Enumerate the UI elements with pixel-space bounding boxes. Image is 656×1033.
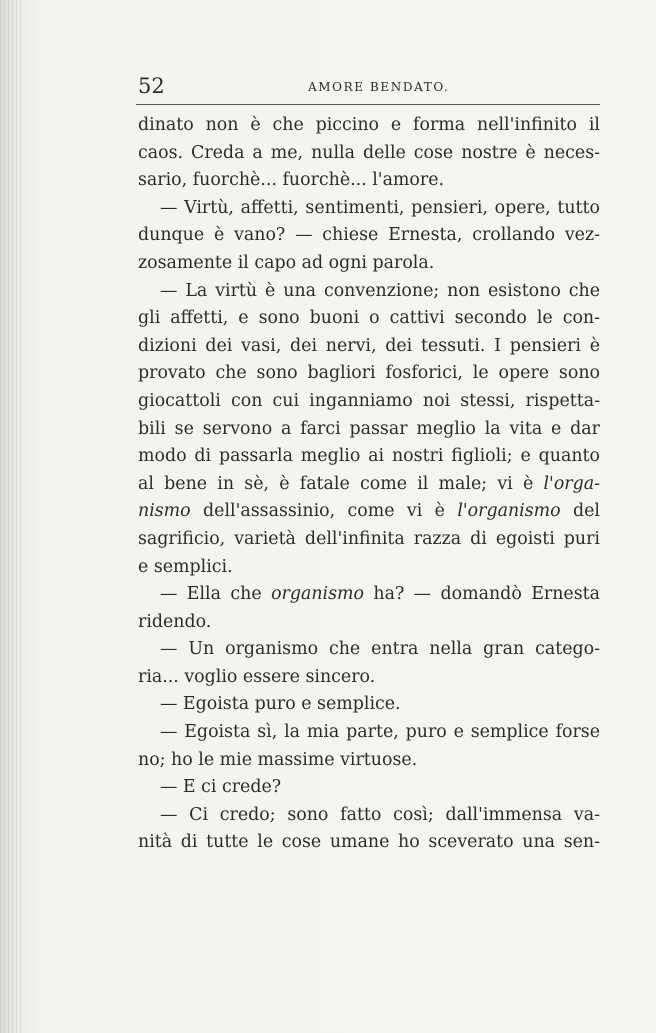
text-segment: gli affetti, e sono buoni o cattivi secondo le con- [138, 308, 600, 329]
text-segment: no; ho le mie massime virtuose. [138, 749, 418, 770]
text-line [138, 498, 600, 526]
text-line [138, 250, 600, 278]
text-segment: giocattoli con cui inganniamo noi stessi, rispetta- [138, 390, 600, 411]
text-line [138, 636, 600, 664]
text-line [138, 167, 600, 195]
text-segment: del [560, 501, 600, 522]
text-segment: sario, fuorchè... fuorchè... l'amore. [138, 170, 445, 191]
text-line [138, 388, 600, 416]
page-header [138, 74, 600, 100]
text-segment: dinato non è che piccino e forma nell'infinito il [138, 115, 600, 135]
text-line [138, 581, 600, 609]
text-segment: caos. Creda a me, nulla delle cose nostre è neces- [138, 142, 600, 163]
text-segment: — Ella che [160, 584, 272, 605]
page-gutter [0, 0, 22, 1033]
text-segment: modo di passarla meglio ai nostri figlioli; e quanto [138, 446, 600, 467]
text-line [138, 691, 600, 719]
page-number: 52 [138, 74, 165, 98]
text-line [138, 360, 600, 388]
italic-text: nismo [138, 501, 191, 522]
header-rule [136, 104, 600, 105]
text-line [138, 554, 600, 582]
text-segment: — Egoista sì, la mia parte, puro e semplice forse [160, 722, 600, 743]
text-segment: al bene in sè, è fatale come il male; vi è [138, 473, 544, 494]
text-line [138, 305, 600, 333]
text-line [138, 112, 600, 140]
text-segment: ria... voglio essere sincero. [138, 666, 376, 687]
italic-text: l'orga- [543, 473, 600, 494]
text-line [138, 278, 600, 306]
italic-text: l'organismo [457, 501, 561, 522]
text-line [138, 333, 600, 361]
text-segment: dizioni dei vasi, dei nervi, dei tessuti. I pensieri è [138, 335, 600, 356]
text-segment: — Virtù, affetti, sentimenti, pensieri, opere, tutto [160, 197, 600, 218]
text-segment: provato che sono bagliori fosforici, le opere sono [138, 363, 600, 384]
running-title: AMORE BENDATO. [308, 80, 450, 94]
text-line [138, 443, 600, 471]
text-line [138, 609, 600, 637]
text-line [138, 195, 600, 223]
body-text [138, 112, 600, 857]
text-segment: dunque è vano? — chiese Ernesta, crollando vez- [138, 225, 600, 246]
text-line [138, 222, 600, 250]
text-line [138, 140, 600, 168]
text-segment: e semplici. [138, 556, 233, 577]
text-segment: dell'assassinio, come vi è [190, 501, 458, 522]
text-line [138, 802, 600, 830]
text-segment: sagrificio, varietà dell'infinita razza di egoisti puri [138, 528, 600, 549]
text-segment: — Ci credo; sono fatto così; dall'immensa va- [160, 804, 600, 825]
text-segment: ridendo. [138, 611, 212, 632]
text-line [138, 774, 600, 802]
italic-text: organismo [271, 584, 364, 605]
text-line [138, 526, 600, 554]
text-segment: ha? — domandò Ernesta [364, 584, 600, 605]
text-line [138, 664, 600, 692]
text-segment: bili se servono a farci passar meglio la vita e dar [138, 418, 600, 439]
text-segment: — Egoista puro e semplice. [160, 694, 401, 715]
text-line [138, 747, 600, 775]
text-segment: — Un organismo che entra nella gran catego- [160, 639, 600, 660]
text-line [138, 471, 600, 499]
text-line [138, 416, 600, 444]
text-segment: — La virtù è una convenzione; non esistono che [160, 280, 600, 301]
text-segment: zosamente il capo ad ogni parola. [138, 252, 435, 273]
text-segment: nità di tutte le cose umane ho sceverato una sen- [138, 832, 600, 853]
text-segment: — E ci crede? [160, 777, 282, 798]
text-line [138, 829, 600, 857]
text-line [138, 719, 600, 747]
